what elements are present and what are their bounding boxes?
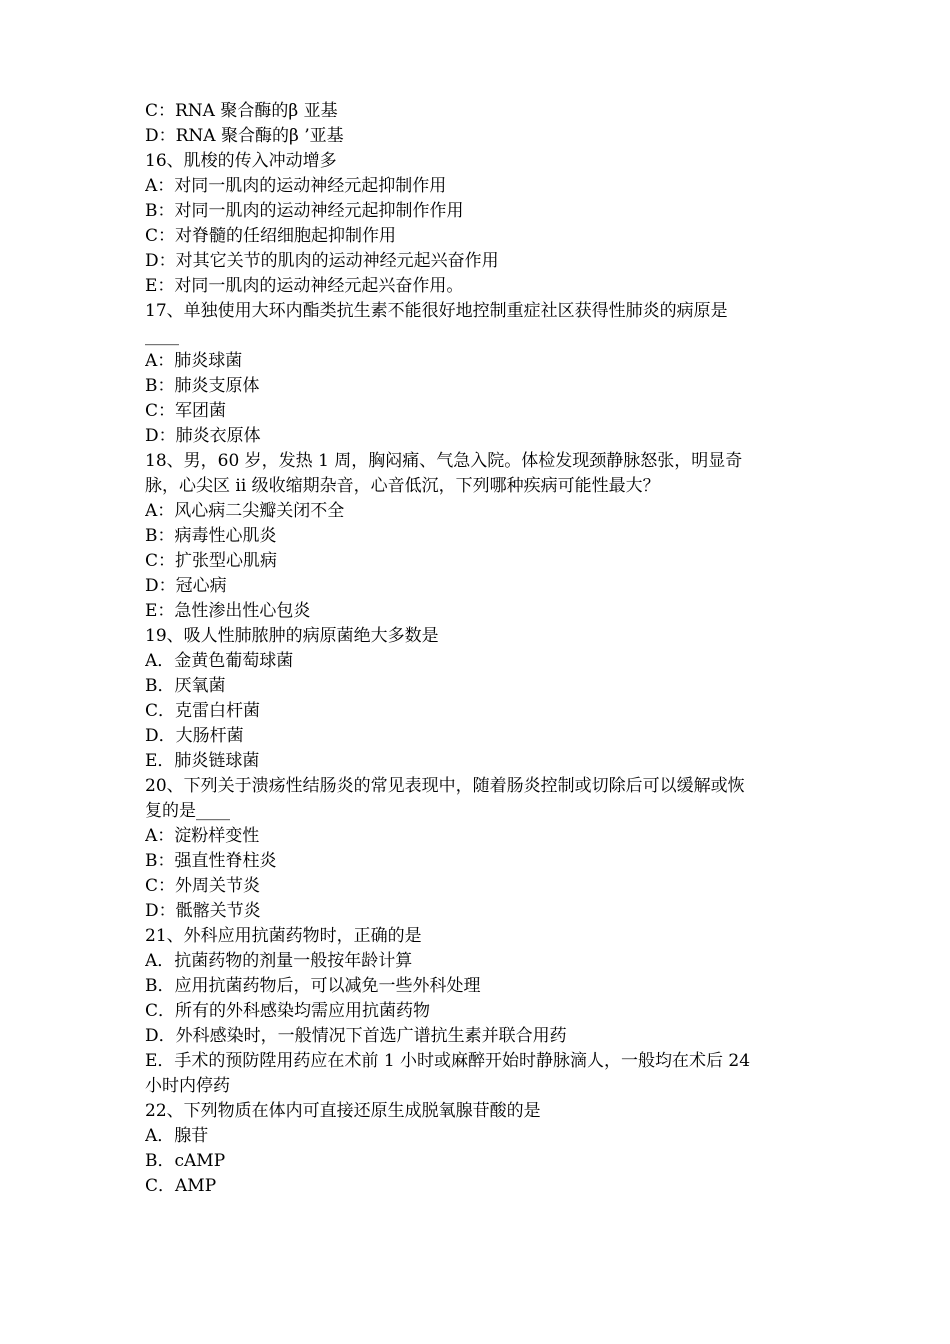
- option-line: A：淀粉样变性: [145, 826, 260, 846]
- option-line: B：对同一肌肉的运动神经元起抑制作作用: [145, 201, 464, 221]
- option-line: C：军团菌: [145, 401, 227, 421]
- question-19: 19、吸人性肺脓肿的病原菌绝大多数是: [145, 626, 439, 646]
- option-line: A．抗菌药物的剂量一般按年龄计算: [145, 951, 413, 971]
- option-line: B．应用抗菌药物后，可以减免一些外科处理: [145, 976, 481, 996]
- option-line: A：肺炎球菌: [145, 351, 243, 371]
- option-line: C：对脊髓的任绍细胞起抑制作用: [145, 226, 397, 246]
- option-line: B．cAMP: [145, 1151, 226, 1171]
- option-line: C：扩张型心肌病: [145, 551, 278, 571]
- question-20: 20、下列关于溃疡性结肠炎的常见表现中，随着肠炎控制或切除后可以缓解或恢: [145, 776, 745, 796]
- question-18: 18、男，60 岁，发热 1 周，胸闷痛、气急入院。体检发现颈静脉怒张，明显奇: [145, 451, 743, 471]
- option-line: E．手术的预防陞用药应在术前 1 小时或麻醉开始时静脉滴人，一般均在术后 24: [145, 1051, 751, 1071]
- option-line: C．AMP: [145, 1176, 217, 1196]
- question-16: 16、肌梭的传入冲动增多: [145, 151, 337, 171]
- option-line: B：强直性脊柱炎: [145, 851, 277, 871]
- option-line: D：骶髂关节炎: [145, 901, 261, 921]
- option-line: C：外周关节炎: [145, 876, 261, 896]
- option-line: E：急性渗出性心包炎: [145, 601, 311, 621]
- option-line: D．外科感染时，一般情况下首选广谱抗生素并联合用药: [145, 1026, 567, 1046]
- option-line: B．厌氧菌: [145, 676, 226, 696]
- question-18-cont: 脉，心尖区 ii 级收缩期杂音，心音低沉，下列哪种疾病可能性最大？: [145, 476, 660, 496]
- question-20-cont: 复的是____: [145, 801, 230, 821]
- option-line-cont: 小时内停药: [145, 1076, 230, 1096]
- answer-blank: ____: [145, 326, 179, 346]
- option-line: A：对同一肌肉的运动神经元起抑制作用: [145, 176, 447, 196]
- option-line: A：风心病二尖瓣关闭不全: [145, 501, 345, 521]
- option-line: C．克雷白杆菌: [145, 701, 261, 721]
- document-page: [145, 99, 813, 1199]
- option-line: E：对同一肌肉的运动神经元起兴奋作用。: [145, 276, 464, 296]
- option-line: B：病毒性心肌炎: [145, 526, 277, 546]
- question-17: 17、单独使用大环内酯类抗生素不能很好地控制重症社区获得性肺炎的病原是: [145, 301, 728, 321]
- option-line: C．所有的外科感染均需应用抗菌药物: [145, 1001, 431, 1021]
- text-line: C：RNA 聚合酶的β 亚基: [145, 101, 338, 121]
- question-22: 22、下列物质在体内可直接还原生成脱氧腺苷酸的是: [145, 1101, 541, 1121]
- option-line: D：冠心病: [145, 576, 227, 596]
- option-line: A．腺苷: [145, 1126, 209, 1146]
- option-line: E．肺炎链球菌: [145, 751, 260, 771]
- option-line: D：肺炎衣原体: [145, 426, 261, 446]
- option-line: B：肺炎支原体: [145, 376, 260, 396]
- question-21: 21、外科应用抗菌药物时，正确的是: [145, 926, 422, 946]
- option-line: A．金黄色葡萄球菌: [145, 651, 294, 671]
- option-line: D．大肠杆菌: [145, 726, 244, 746]
- text-line: D：RNA 聚合酶的β ’亚基: [145, 126, 344, 146]
- option-line: D：对其它关节的肌肉的运动神经元起兴奋作用: [145, 251, 499, 271]
